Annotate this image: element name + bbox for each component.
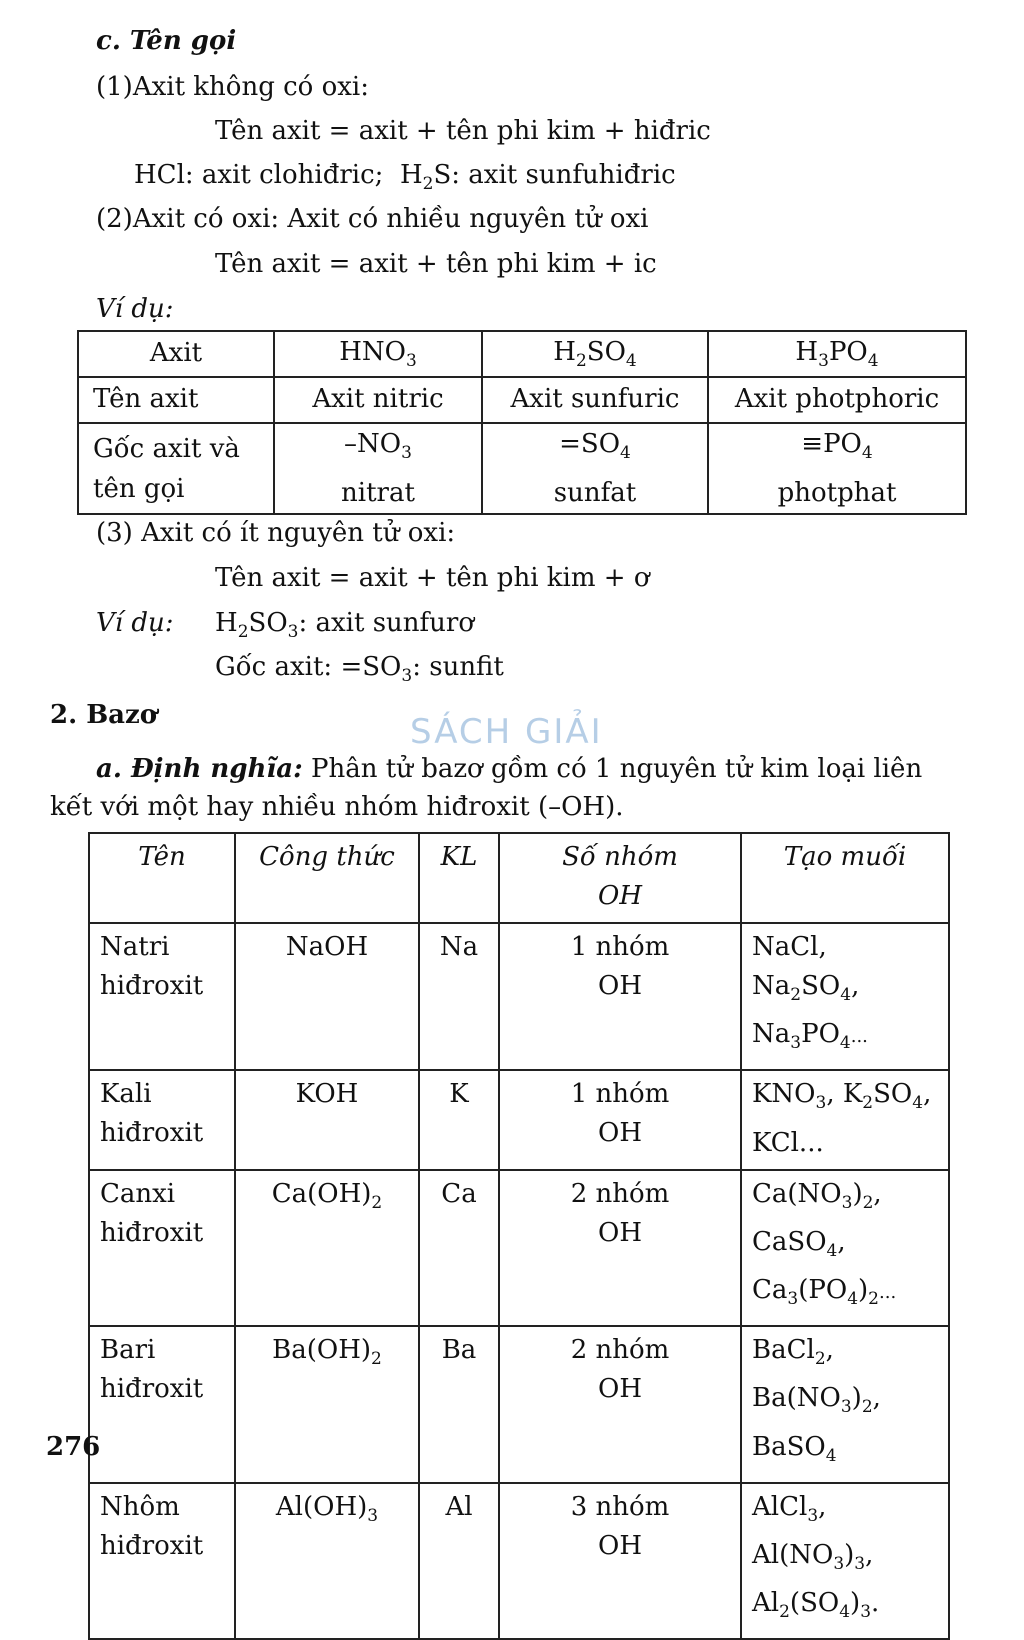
definition-text: Phân tử bazơ gồm có 1 nguyên tử kim loại liên: [302, 754, 923, 784]
acid-name-header: Tên axit: [78, 377, 274, 423]
base-formula: $Ca(OH)_2$: [235, 1170, 419, 1327]
example-h2so3: $H_2SO_3$: axit sunfurơ: [215, 608, 474, 643]
base-name: Nhôm hiđroxit: [89, 1483, 235, 1640]
base-name: Canxi hiđroxit: [89, 1170, 235, 1327]
h2so4-cell: $H_2SO_4$: [482, 331, 708, 377]
header-name: Tên: [89, 833, 235, 923]
no3-cell: $-NO_3$ nitrat: [274, 423, 482, 514]
h3po4-name: Axit photphoric: [708, 377, 966, 423]
acid-header: Axit: [78, 331, 274, 377]
heading-c: c. Tên gọi: [96, 26, 237, 56]
table-row: [89, 1483, 949, 1640]
table-row: [89, 1170, 949, 1327]
base-salts: AlCl$_3$, $Al(NO_3)_3$, $Al_2(SO_4)_3$.: [741, 1483, 949, 1640]
base-oh-count: 1 nhóm OH: [499, 1070, 741, 1169]
base-name: Natri hiđroxit: [89, 923, 235, 1070]
h2s-sub: 2: [422, 174, 434, 195]
example-label: Ví dụ:: [96, 294, 174, 324]
base-metal: Al: [419, 1483, 499, 1640]
table-row: [89, 1070, 949, 1169]
base-salts: $Ca(NO_3)_2$, CaSO$_4$, $Ca_3(PO_4)_2$...: [741, 1170, 949, 1327]
item-3: (3) Axit có ít nguyên tử oxi:: [96, 518, 456, 548]
base-metal: Ba: [419, 1326, 499, 1483]
so4-cell: $=SO_4$ sunfat: [482, 423, 708, 514]
example-1: [134, 160, 676, 195]
acid-row-name: [78, 377, 966, 423]
base-oh-count: 2 nhóm OH: [499, 1326, 741, 1483]
base-salts: $KNO_3$, $K_2SO_4$, KCl...: [741, 1070, 949, 1169]
base-metal: K: [419, 1070, 499, 1169]
base-formula: KOH: [235, 1070, 419, 1169]
h2so4-name: Axit sunfuric: [482, 377, 708, 423]
base-salts: BaCl$_2$, $Ba(NO_3)_2$, BaSO$_4$: [741, 1326, 949, 1483]
acid-row-formula: [78, 331, 966, 377]
base-metal: Ca: [419, 1170, 499, 1327]
h3po4-cell: $H_3PO_4$: [708, 331, 966, 377]
base-header-row: [89, 833, 949, 923]
base-formula: $Al(OH)_3$: [235, 1483, 419, 1640]
definition-line-1: [96, 754, 922, 785]
base-oh-count: 1 nhóm OH: [499, 923, 741, 1070]
hno3-name: Axit nitric: [274, 377, 482, 423]
page-number: 276: [46, 1432, 101, 1462]
hno3-cell: $HNO_3$: [274, 331, 482, 377]
formula-2: Tên axit = axit + tên phi kim + ic: [215, 249, 657, 279]
base-oh-count: 2 nhóm OH: [499, 1170, 741, 1327]
base-metal: Na: [419, 923, 499, 1070]
example-label-2: Ví dụ:: [96, 608, 174, 638]
h2s-h: H: [399, 160, 423, 190]
definition-label: a. Định nghĩa:: [96, 754, 303, 784]
base-formula: $Ba(OH)_2$: [235, 1326, 419, 1483]
base-table: [88, 832, 950, 1640]
definition-line-2: kết với một hay nhiều nhóm hiđroxit (–OH).: [50, 792, 624, 822]
item-1: (1)Axit không có oxi:: [96, 72, 369, 102]
example-hcl: HCl: axit clohiđric;: [134, 160, 384, 190]
base-name: Bari hiđroxit: [89, 1326, 235, 1483]
header-oh-count: Số nhóm OH: [499, 833, 741, 923]
po4-cell: $\equiv PO_4$ photphat: [708, 423, 966, 514]
formula-1: Tên axit = axit + tên phi kim + hiđric: [215, 116, 711, 146]
header-formula: Công thức: [235, 833, 419, 923]
table-row: [89, 1326, 949, 1483]
radical-header: Gốc axit và tên gọi: [78, 423, 274, 514]
heading-base: 2. Bazơ: [50, 700, 158, 730]
base-name: Kali hiđroxit: [89, 1070, 235, 1169]
header-metal: KL: [419, 833, 499, 923]
h2s-name: S: axit sunfuhiđric: [433, 160, 676, 190]
item-2: (2)Axit có oxi: Axit có nhiều nguyên tử oxi: [96, 204, 649, 234]
base-formula: NaOH: [235, 923, 419, 1070]
acid-row-radical: [78, 423, 966, 514]
header-salts: Tạo muối: [741, 833, 949, 923]
acid-table: [77, 330, 967, 515]
table-row: [89, 923, 949, 1070]
base-oh-count: 3 nhóm OH: [499, 1483, 741, 1640]
example-so3: Gốc axit: $=SO_3$: sunfit: [215, 652, 504, 687]
base-salts: NaCl, $Na_2SO_4$, $Na_3PO_4$...: [741, 923, 949, 1070]
formula-3: Tên axit = axit + tên phi kim + ơ: [215, 563, 650, 593]
watermark: SÁCH GIẢI: [410, 712, 603, 752]
